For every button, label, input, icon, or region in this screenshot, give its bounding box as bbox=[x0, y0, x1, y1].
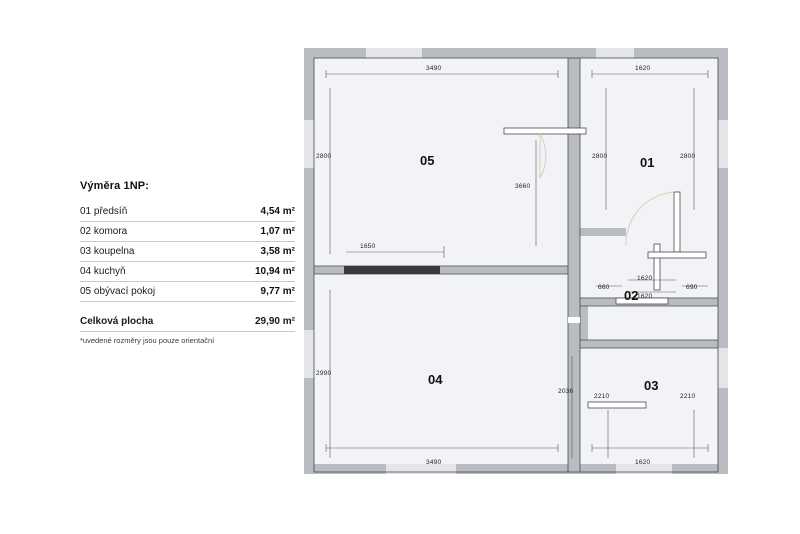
legend-room-name: 02 komora bbox=[80, 226, 128, 237]
legend-room-area: 10,94 m² bbox=[254, 266, 295, 277]
dimension-text: 1620 bbox=[635, 459, 651, 466]
dimension-text: 3490 bbox=[426, 65, 442, 72]
dimension-text: 3660 bbox=[515, 183, 531, 190]
legend-room-name: 01 předsíň bbox=[80, 206, 128, 217]
legend-room-area: 9,77 m² bbox=[260, 286, 295, 297]
legend-row bbox=[80, 266, 295, 282]
area-legend bbox=[80, 180, 295, 345]
dimension-text: 2800 bbox=[592, 153, 608, 160]
legend-note: *uvedené rozměry jsou pouze orientační bbox=[80, 336, 215, 345]
legend-total-row bbox=[80, 316, 295, 332]
dimension-text: 1620 bbox=[637, 293, 653, 300]
legend-row bbox=[80, 206, 295, 222]
legend-title: Výměra 1NP: bbox=[80, 180, 149, 192]
floorplan-svg bbox=[296, 40, 736, 490]
legend-room-name: 04 kuchyň bbox=[80, 266, 126, 277]
dimension-text: 2210 bbox=[594, 393, 610, 400]
legend-row bbox=[80, 286, 295, 302]
floorplan-drawing bbox=[296, 40, 736, 495]
room-label-04: 04 bbox=[428, 372, 443, 387]
dimension-text: 2036 bbox=[558, 388, 574, 395]
room-label-02: 02 bbox=[624, 288, 639, 303]
legend-room-name: 05 obývací pokoj bbox=[80, 286, 156, 297]
dimension-text: 2800 bbox=[316, 153, 332, 160]
legend-row bbox=[80, 226, 295, 242]
dimension-text: 2800 bbox=[680, 153, 696, 160]
dimension-text: 2990 bbox=[316, 370, 332, 377]
legend-room-area: 4,54 m² bbox=[260, 206, 295, 217]
legend-room-area: 3,58 m² bbox=[260, 246, 295, 257]
dimension-text: 1620 bbox=[637, 275, 653, 282]
legend-row bbox=[80, 246, 295, 262]
room-label-03: 03 bbox=[644, 378, 659, 393]
dimension-text: 3490 bbox=[426, 459, 442, 466]
dimension-text: 1620 bbox=[635, 65, 651, 72]
dimension-text: 660 bbox=[598, 284, 610, 291]
dimension-text: 1650 bbox=[360, 243, 376, 250]
legend-room-area: 1,07 m² bbox=[260, 226, 295, 237]
room-label-01: 01 bbox=[640, 155, 655, 170]
legend-room-name: 03 koupelna bbox=[80, 246, 135, 257]
legend-total-label: Celková plocha bbox=[80, 316, 154, 327]
room-label-05: 05 bbox=[420, 153, 435, 168]
dimension-text: 690 bbox=[686, 284, 698, 291]
dimension-text: 2210 bbox=[680, 393, 696, 400]
legend-total-area: 29,90 m² bbox=[254, 316, 295, 327]
